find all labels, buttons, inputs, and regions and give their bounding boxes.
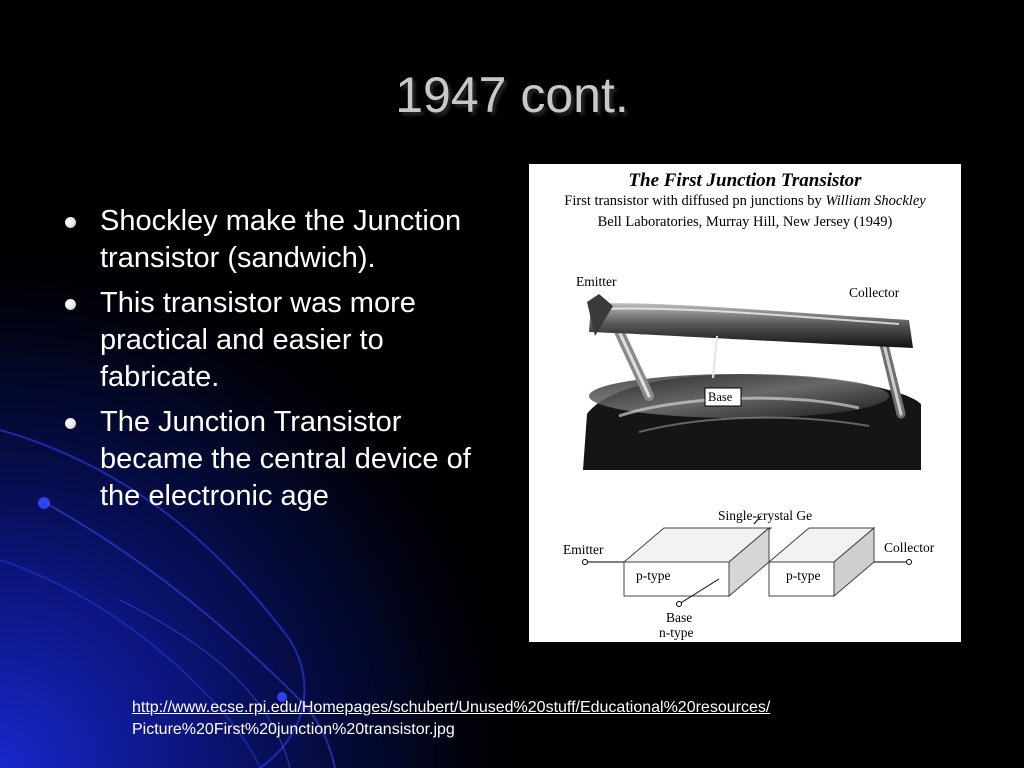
diagram-label-crystal: Single-crystal Ge [718,508,813,523]
figure-subtitle-author: William Shockley [825,193,926,209]
bullet-item [64,203,484,277]
source-citation [132,697,770,741]
diagram-label-p-type-left: p-type [636,568,671,583]
bullet-list [64,203,484,523]
junction-diagram [529,164,961,642]
bullet-text: The Junction Transistor became the central device of the electronic age [100,406,471,512]
diagram-label-base: Base [666,610,693,625]
diagram-label-collector: Collector [884,540,935,555]
source-link[interactable]: http://www.ecse.rpi.edu/Homepages/schubert/Unused%20stuff/Educational%20resources/ [132,699,771,716]
bullet-item [64,285,484,396]
bullet-dot-icon [65,418,76,429]
figure-title: The First Junction Transistor [628,170,862,191]
bullet-text: This transistor was more practical and easier to fabricate. [100,287,416,393]
photo-label-base: Base [708,390,733,404]
source-link-continued: Picture%20First%20junction%20transistor.jpg [132,721,455,738]
bullet-item [64,404,484,515]
transistor-figure [529,164,961,642]
diagram-label-n-type: n-type [659,625,694,640]
slide-title: 1947 cont. [395,67,629,123]
bullet-dot-icon [65,299,76,310]
diagram-label-emitter: Emitter [563,542,604,557]
figure-subtitle-prefix: First transistor with diffused pn junctions by [564,193,826,209]
diagram-label-p-type-right: p-type [786,568,821,583]
photo-label-collector: Collector [849,285,900,300]
figure-subtitle-line2: Bell Laboratories, Murray Hill, New Jersey (1949) [597,214,893,230]
bullet-dot-icon [65,217,76,228]
bullet-text: Shockley make the Junction transistor (sandwich). [100,205,462,274]
photo-label-emitter: Emitter [576,274,617,289]
